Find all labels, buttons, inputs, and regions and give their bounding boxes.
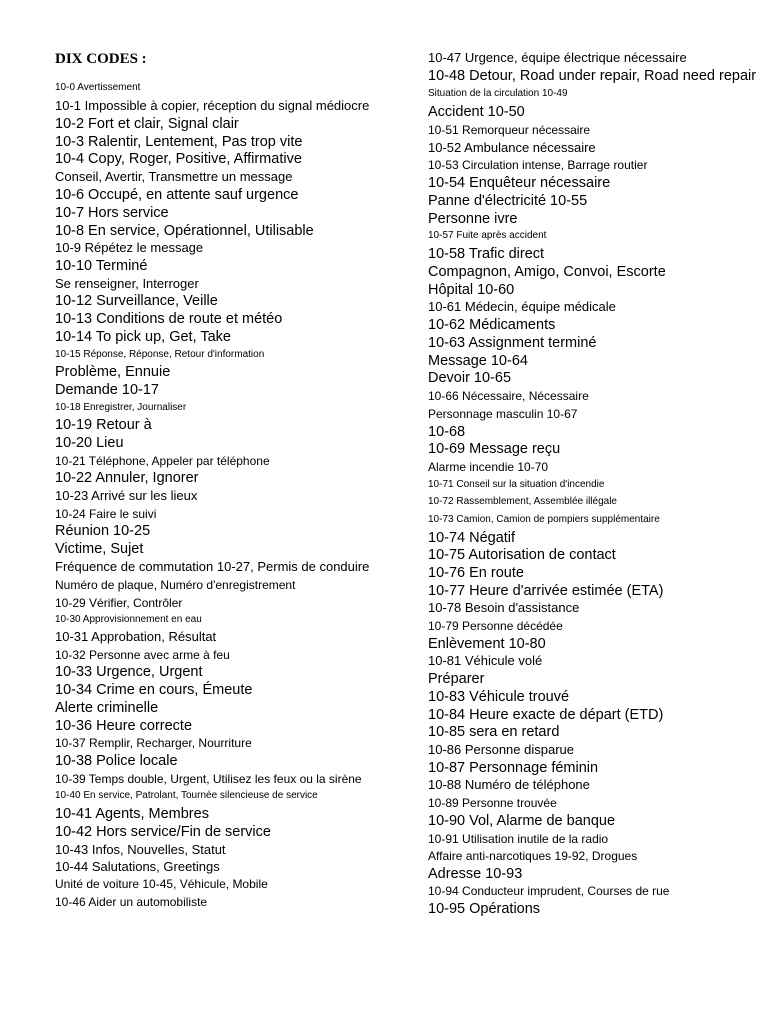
right-code-entry: 10-95 Opérations [428, 901, 541, 917]
right-code-entry: Alarme incendie 10-70 [428, 460, 549, 474]
left-code-entry: 10-44 Salutations, Greetings [55, 859, 220, 874]
left-code-entry: Numéro de plaque, Numéro d'enregistrement [55, 578, 296, 592]
right-code-entry: 10-78 Besoin d'assistance [428, 600, 580, 615]
right-code-entry: Affaire anti-narcotiques 19-92, Drogues [428, 849, 638, 863]
right-code-entry: 10-94 Conducteur imprudent, Courses de rue [428, 884, 670, 898]
right-code-entry: 10-71 Conseil sur la situation d'incendie [428, 479, 605, 490]
left-code-entry: 10-7 Hors service [55, 205, 169, 221]
left-code-entry: Unité de voiture 10-45, Véhicule, Mobile [55, 877, 268, 891]
right-code-entry: 10-63 Assignment terminé [428, 335, 597, 351]
left-code-entry: 10-46 Aider un automobiliste [55, 895, 208, 909]
left-code-entry: Victime, Sujet [55, 541, 144, 557]
left-code-entry: Demande 10-17 [55, 382, 159, 398]
right-code-entry: 10-51 Remorqueur nécessaire [428, 123, 591, 137]
right-code-entry: 10-48 Detour, Road under repair, Road need repair [428, 68, 757, 84]
left-code-entry: 10-31 Approbation, Résultat [55, 629, 217, 644]
left-code-entry: 10-38 Police locale [55, 753, 178, 769]
right-code-entry: 10-90 Vol, Alarme de banque [428, 813, 616, 829]
right-code-entry: 10-81 Véhicule volé [428, 653, 543, 668]
right-code-entry: 10-66 Nécessaire, Nécessaire [428, 389, 589, 403]
right-code-entry: 10-72 Rassemblement, Assemblée illégale [428, 496, 617, 507]
right-code-entry: Situation de la circulation 10-49 [428, 88, 568, 99]
left-code-entry: 10-21 Téléphone, Appeler par téléphone [55, 454, 270, 468]
left-code-entry: 10-41 Agents, Membres [55, 806, 209, 822]
left-code-entry: 10-18 Enregistrer, Journaliser [55, 402, 187, 413]
right-code-entry: 10-58 Trafic direct [428, 246, 545, 262]
left-code-entry: 10-13 Conditions de route et météo [55, 311, 283, 327]
left-code-entry: 10-15 Réponse, Réponse, Retour d'information [55, 349, 265, 360]
right-code-entry: 10-73 Camion, Camion de pompiers supplémentaire [428, 514, 660, 525]
right-code-entry: 10-47 Urgence, équipe électrique nécessaire [428, 50, 687, 65]
right-code-entry: 10-53 Circulation intense, Barrage routier [428, 158, 648, 172]
left-code-entry: 10-14 To pick up, Get, Take [55, 329, 231, 345]
right-code-entry: 10-89 Personne trouvée [428, 796, 557, 810]
left-code-entry: 10-1 Impossible à copier, réception du signal médiocre [55, 98, 370, 113]
right-code-entry: 10-83 Véhicule trouvé [428, 689, 570, 705]
right-code-entry: Enlèvement 10-80 [428, 636, 546, 652]
right-code-entry: 10-74 Négatif [428, 530, 516, 546]
right-code-entry: Personne ivre [428, 211, 518, 227]
left-code-entry: 10-34 Crime en cours, Émeute [55, 682, 253, 698]
right-code-entry: 10-88 Numéro de téléphone [428, 777, 590, 792]
left-code-entry: Fréquence de commutation 10-27, Permis de conduire [55, 559, 370, 574]
right-code-entry: Personnage masculin 10-67 [428, 407, 578, 421]
right-code-entry: Panne d'électricité 10-55 [428, 193, 588, 209]
right-code-entry: Accident 10-50 [428, 104, 525, 120]
right-code-entry: 10-61 Médecin, équipe médicale [428, 299, 616, 314]
right-code-entry: 10-91 Utilisation inutile de la radio [428, 832, 609, 846]
left-code-entry: 10-43 Infos, Nouvelles, Statut [55, 842, 226, 857]
left-code-entry: 10-40 En service, Patrolant, Tournée silencieuse de service [55, 790, 318, 801]
right-code-entry: Devoir 10-65 [428, 370, 512, 386]
left-code-entry: 10-33 Urgence, Urgent [55, 664, 203, 680]
left-code-entry: Conseil, Avertir, Transmettre un message [55, 169, 293, 184]
right-code-entry: 10-84 Heure exacte de départ (ETD) [428, 707, 664, 723]
left-code-entry: 10-0 Avertissement [55, 82, 141, 93]
right-code-entry: Adresse 10-93 [428, 866, 523, 882]
left-code-entry: 10-4 Copy, Roger, Positive, Affirmative [55, 151, 302, 167]
left-code-entry: 10-20 Lieu [55, 435, 124, 451]
right-code-entry: 10-75 Autorisation de contact [428, 547, 616, 563]
right-code-entry: Hôpital 10-60 [428, 282, 515, 298]
right-code-entry: 10-79 Personne décédée [428, 619, 563, 633]
right-code-entry: Message 10-64 [428, 353, 528, 369]
right-code-entry: Préparer [428, 671, 485, 687]
left-code-entry: 10-10 Terminé [55, 258, 148, 274]
left-code-entry: 10-22 Annuler, Ignorer [55, 470, 199, 486]
right-code-entry: 10-69 Message reçu [428, 441, 561, 457]
left-code-entry: 10-3 Ralentir, Lentement, Pas trop vite [55, 134, 303, 150]
left-code-entry: 10-42 Hors service/Fin de service [55, 824, 271, 840]
left-code-entry: Réunion 10-25 [55, 523, 151, 539]
left-code-entry: 10-30 Approvisionnement en eau [55, 614, 202, 625]
right-code-entry: 10-57 Fuite après accident [428, 230, 547, 241]
left-code-entry: 10-36 Heure correcte [55, 718, 193, 734]
left-code-entry: Alerte criminelle [55, 700, 159, 716]
left-code-entry: 10-2 Fort et clair, Signal clair [55, 116, 239, 132]
left-code-entry: 10-6 Occupé, en attente sauf urgence [55, 187, 299, 203]
right-code-entry: 10-54 Enquêteur nécessaire [428, 175, 611, 191]
right-code-entry: 10-68 [428, 424, 466, 440]
right-code-entry: 10-76 En route [428, 565, 524, 581]
left-code-entry: Problème, Ennuie [55, 364, 171, 380]
left-code-entry: 10-12 Surveillance, Veille [55, 293, 218, 309]
left-code-entry: 10-37 Remplir, Recharger, Nourriture [55, 736, 252, 750]
page-title: DIX CODES : [55, 51, 147, 67]
left-code-entry: 10-32 Personne avec arme à feu [55, 648, 230, 662]
left-code-entry: Se renseigner, Interroger [55, 276, 199, 291]
left-code-entry: 10-8 En service, Opérationnel, Utilisable [55, 223, 314, 239]
right-code-entry: 10-77 Heure d'arrivée estimée (ETA) [428, 583, 664, 599]
left-code-entry: 10-39 Temps double, Urgent, Utilisez les feux ou la sirène [55, 772, 362, 786]
left-code-entry: 10-19 Retour à [55, 417, 152, 433]
left-code-entry: 10-23 Arrivé sur les lieux [55, 488, 198, 503]
left-code-entry: 10-24 Faire le suivi [55, 507, 157, 521]
right-code-entry: 10-52 Ambulance nécessaire [428, 140, 596, 155]
left-code-entry: 10-9 Répétez le message [55, 240, 204, 255]
right-code-entry: 10-62 Médicaments [428, 317, 556, 333]
right-code-entry: 10-87 Personnage féminin [428, 760, 599, 776]
left-code-entry: 10-29 Vérifier, Contrôler [55, 596, 183, 610]
right-code-entry: Compagnon, Amigo, Convoi, Escorte [428, 264, 666, 280]
right-code-entry: 10-85 sera en retard [428, 724, 560, 740]
right-code-entry: 10-86 Personne disparue [428, 742, 574, 757]
